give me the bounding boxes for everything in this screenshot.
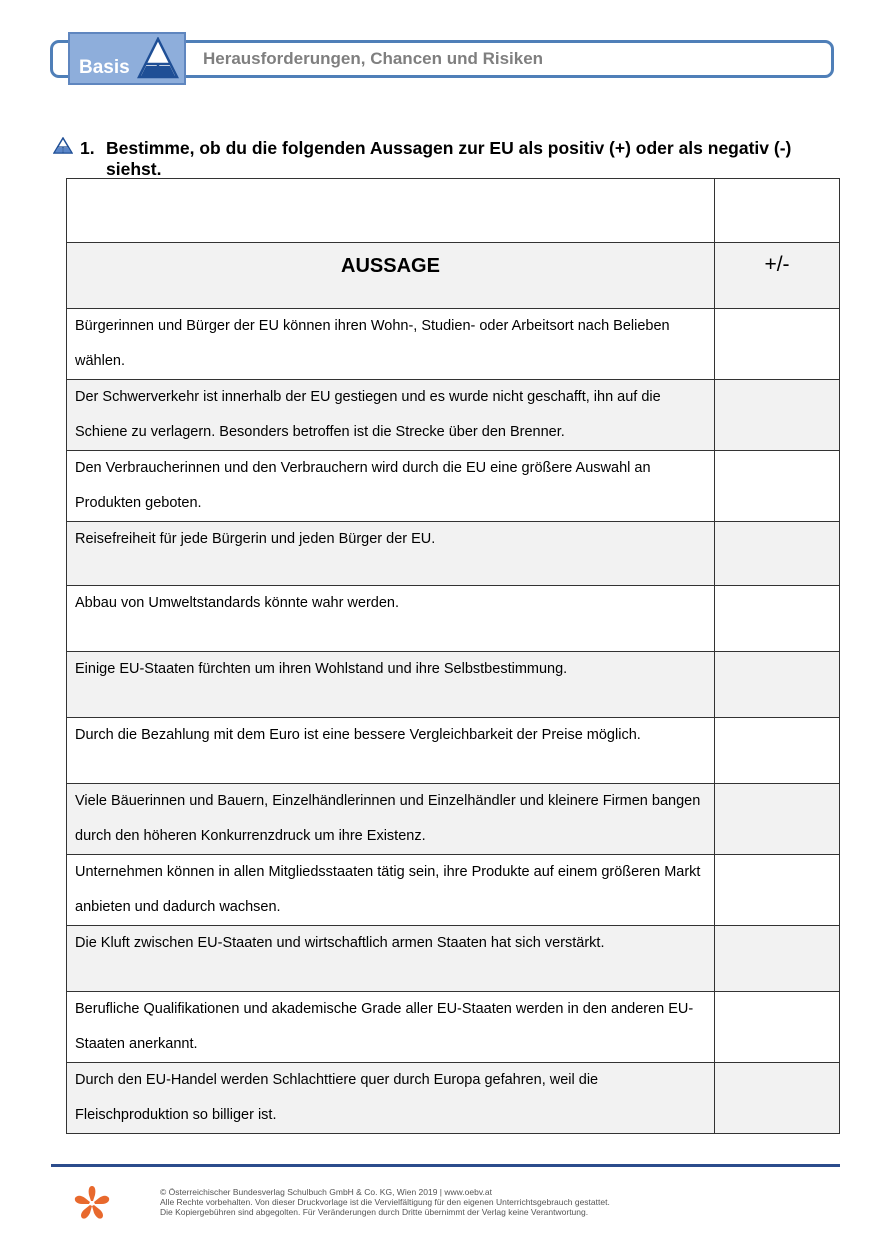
sign-answer-cell[interactable] (715, 522, 840, 586)
statement-cell: Der Schwerverkehr ist innerhalb der EU gestiegen und es wurde nicht geschafft, ihn auf die Schiene zu verlagern. Besonders betroffen ist die Strecke über den Brenner. (67, 380, 715, 451)
footer-line-1: © Österreichischer Bundesverlag Schulbuch GmbH & Co. KG, Wien 2019 | www.oebv.at (160, 1187, 492, 1197)
logo-label: Basis (79, 57, 130, 78)
sign-answer-cell[interactable] (715, 992, 840, 1063)
column-header-statement: AUSSAGE (67, 243, 715, 309)
sign-answer-cell[interactable] (715, 380, 840, 451)
table-row (67, 718, 840, 784)
statement-cell: Viele Bäuerinnen und Bauern, Einzelhändlerinnen und Einzelhändler und kleinere Firmen bangen durch den höheren Konkurrenzdruck um ihre Existenz. (67, 784, 715, 855)
table-row (67, 451, 840, 522)
blank-row (67, 179, 840, 243)
statement-cell: Abbau von Umweltstandards könnte wahr werden. (67, 586, 715, 652)
statement-cell: Durch die Bezahlung mit dem Euro ist eine bessere Vergleichbarkeit der Preise möglich. (67, 718, 715, 784)
table-row (67, 784, 840, 855)
footer-divider (51, 1164, 840, 1167)
statement-cell: Reisefreiheit für jede Bürgerin und jeden Bürger der EU. (67, 522, 715, 586)
table-row (67, 522, 840, 586)
statement-cell: Die Kluft zwischen EU-Staaten und wirtschaftlich armen Staaten hat sich verstärkt. (67, 926, 715, 992)
footer-line-3: Die Kopiergebühren sind abgegolten. Für Veränderungen durch Dritte übernimmt der Verlag keine Verantwortung. (160, 1207, 589, 1217)
sign-answer-cell[interactable] (715, 718, 840, 784)
table-row (67, 652, 840, 718)
task-instruction: Bestimme, ob du die folgenden Aussagen zur EU als positiv (+) oder als negativ (-) siehst. (106, 138, 792, 179)
sign-answer-cell[interactable] (715, 309, 840, 380)
table-row (67, 992, 840, 1063)
statements-table (66, 178, 840, 1134)
table-row (67, 855, 840, 926)
footer-copyright (160, 1187, 610, 1217)
sign-answer-cell[interactable] (715, 451, 840, 522)
sign-answer-cell[interactable] (715, 855, 840, 926)
page-title: Herausforderungen, Chancen und Risiken (203, 49, 544, 68)
statement-cell: Durch den EU-Handel werden Schlachttiere quer durch Europa gefahren, weil die Fleischproduktion so billiger ist. (67, 1063, 715, 1134)
blank-cell (715, 179, 840, 243)
footer-line-2: Alle Rechte vorbehalten. Von dieser Druckvorlage ist die Vervielfältigung für den eigenen Unterrichtsgebrauch gestattet. (160, 1197, 610, 1207)
task-triangle-icon (53, 137, 73, 154)
column-header-sign: +/- (715, 243, 840, 309)
sign-answer-cell[interactable] (715, 926, 840, 992)
task-number: 1. (80, 138, 95, 158)
blank-cell (67, 179, 715, 243)
statement-cell: Bürgerinnen und Bürger der EU können ihren Wohn-, Studien- oder Arbeitsort nach Belieben wählen. (67, 309, 715, 380)
triangle-logo-icon (137, 37, 179, 81)
table-row (67, 926, 840, 992)
table-row (67, 380, 840, 451)
sign-answer-cell[interactable] (715, 1063, 840, 1134)
statement-cell: Einige EU-Staaten fürchten um ihren Wohlstand und ihre Selbstbestimmung. (67, 652, 715, 718)
table-row (67, 309, 840, 380)
statement-cell: Unternehmen können in allen Mitgliedsstaaten tätig sein, ihre Produkte auf einem größeren Markt anbieten und dadurch wachsen. (67, 855, 715, 926)
statement-cell: Den Verbraucherinnen und den Verbrauchern wird durch die EU eine größere Auswahl an Produkten geboten. (67, 451, 715, 522)
sign-answer-cell[interactable] (715, 586, 840, 652)
basis-logo (68, 32, 186, 85)
table-row (67, 586, 840, 652)
publisher-logo-icon (72, 1183, 112, 1223)
table-row (67, 1063, 840, 1134)
sign-answer-cell[interactable] (715, 784, 840, 855)
table-header-row (67, 243, 840, 309)
statement-cell: Berufliche Qualifikationen und akademische Grade aller EU-Staaten werden in den anderen EU-Staaten anerkannt. (67, 992, 715, 1063)
sign-answer-cell[interactable] (715, 652, 840, 718)
